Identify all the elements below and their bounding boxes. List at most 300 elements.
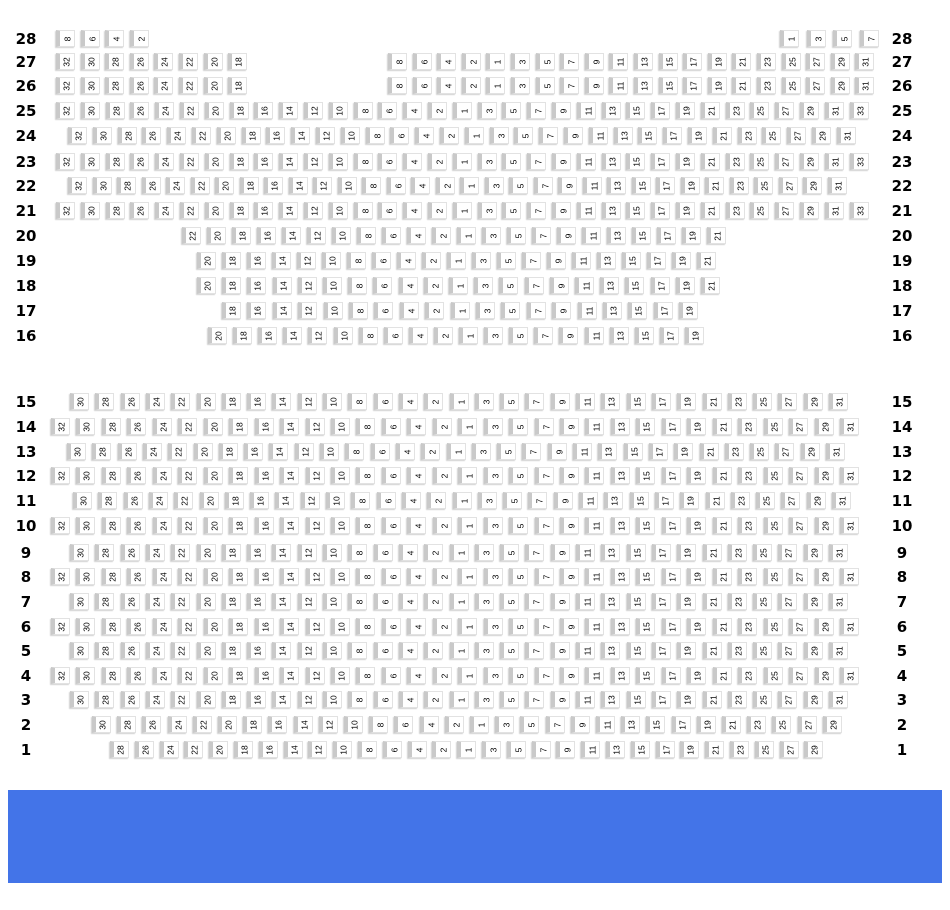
seat-row7-31[interactable] <box>829 593 848 610</box>
seat-row5-12[interactable] <box>298 642 317 659</box>
seat-row15-12[interactable] <box>298 393 317 410</box>
seat-row3-11[interactable] <box>576 691 595 708</box>
seat-row27-5[interactable] <box>536 53 555 70</box>
seat-row24-24[interactable] <box>167 127 186 144</box>
seat-row10-30[interactable] <box>76 517 95 534</box>
seat-row25-18[interactable] <box>230 102 249 119</box>
seat-row25-27[interactable] <box>775 102 794 119</box>
seat-row12-26[interactable] <box>127 467 146 484</box>
seat-row13-14[interactable] <box>269 443 288 460</box>
seat-row17-8[interactable] <box>349 302 368 319</box>
seat-row1-21[interactable] <box>705 741 724 758</box>
seat-row27-4[interactable] <box>437 53 456 70</box>
seat-row26-3[interactable] <box>511 77 530 94</box>
seat-row20-1[interactable] <box>457 227 476 244</box>
seat-row24-13[interactable] <box>614 127 633 144</box>
seat-row20-21[interactable] <box>707 227 726 244</box>
seat-row22-18[interactable] <box>240 177 259 194</box>
seat-row9-2[interactable] <box>424 544 443 561</box>
seat-row25-24[interactable] <box>155 102 174 119</box>
seat-row12-22[interactable] <box>178 467 197 484</box>
seat-row22-14[interactable] <box>289 177 308 194</box>
seat-row15-3[interactable] <box>475 393 494 410</box>
seat-row23-27[interactable] <box>775 153 794 170</box>
seat-row17-13[interactable] <box>603 302 622 319</box>
seat-row20-22[interactable] <box>182 227 201 244</box>
seat-row12-9[interactable] <box>560 467 579 484</box>
seat-row28-6[interactable] <box>81 30 100 47</box>
seat-row25-28[interactable] <box>106 102 125 119</box>
seat-row2-7[interactable] <box>546 716 565 733</box>
seat-row7-6[interactable] <box>374 593 393 610</box>
seat-row27-6[interactable] <box>413 53 432 70</box>
seat-row15-13[interactable] <box>601 393 620 410</box>
seat-row22-30[interactable] <box>93 177 112 194</box>
seat-row18-7[interactable] <box>525 277 544 294</box>
seat-row9-19[interactable] <box>677 544 696 561</box>
seat-row20-2[interactable] <box>432 227 451 244</box>
seat-row1-23[interactable] <box>730 741 749 758</box>
seat-row5-5[interactable] <box>500 642 519 659</box>
seat-row3-28[interactable] <box>95 691 114 708</box>
seat-row8-3[interactable] <box>484 568 503 585</box>
seat-row22-29[interactable] <box>803 177 822 194</box>
seat-row23-32[interactable] <box>56 153 75 170</box>
seat-row21-14[interactable] <box>279 202 298 219</box>
seat-row4-26[interactable] <box>127 667 146 684</box>
seat-row3-23[interactable] <box>728 691 747 708</box>
seat-row18-18[interactable] <box>222 277 241 294</box>
seat-row14-24[interactable] <box>153 418 172 435</box>
seat-row11-13[interactable] <box>604 492 623 509</box>
seat-row25-6[interactable] <box>378 102 397 119</box>
seat-row24-7[interactable] <box>539 127 558 144</box>
seat-row9-27[interactable] <box>778 544 797 561</box>
seat-row5-20[interactable] <box>197 642 216 659</box>
seat-row12-3[interactable] <box>484 467 503 484</box>
seat-row13-31[interactable] <box>826 443 845 460</box>
seat-row28-3[interactable] <box>807 30 826 47</box>
seat-row13-5[interactable] <box>497 443 516 460</box>
seat-row15-21[interactable] <box>703 393 722 410</box>
seat-row9-28[interactable] <box>95 544 114 561</box>
seat-row24-11[interactable] <box>589 127 608 144</box>
seat-row21-9[interactable] <box>552 202 571 219</box>
seat-row13-15[interactable] <box>624 443 643 460</box>
seat-row27-24[interactable] <box>154 53 173 70</box>
seat-row8-23[interactable] <box>738 568 757 585</box>
seat-row9-13[interactable] <box>601 544 620 561</box>
seat-row3-15[interactable] <box>627 691 646 708</box>
seat-row18-5[interactable] <box>499 277 518 294</box>
seat-row2-8[interactable] <box>369 716 388 733</box>
seat-row16-8[interactable] <box>359 327 378 344</box>
seat-row5-3[interactable] <box>475 642 494 659</box>
seat-row11-6[interactable] <box>377 492 396 509</box>
seat-row20-3[interactable] <box>482 227 501 244</box>
seat-row21-28[interactable] <box>106 202 125 219</box>
seat-row19-2[interactable] <box>422 252 441 269</box>
seat-row14-2[interactable] <box>433 418 452 435</box>
seat-row3-12[interactable] <box>298 691 317 708</box>
seat-row16-13[interactable] <box>610 327 629 344</box>
seat-row4-16[interactable] <box>255 667 274 684</box>
seat-row21-12[interactable] <box>304 202 323 219</box>
seat-row9-12[interactable] <box>298 544 317 561</box>
seat-row16-12[interactable] <box>308 327 327 344</box>
seat-row19-13[interactable] <box>597 252 616 269</box>
seat-row3-26[interactable] <box>121 691 140 708</box>
seat-row17-11[interactable] <box>578 302 597 319</box>
seat-row27-19[interactable] <box>708 53 727 70</box>
seat-row8-17[interactable] <box>662 568 681 585</box>
seat-row13-1[interactable] <box>447 443 466 460</box>
seat-row1-11[interactable] <box>581 741 600 758</box>
seat-row19-8[interactable] <box>347 252 366 269</box>
seat-row23-3[interactable] <box>478 153 497 170</box>
seat-row12-19[interactable] <box>687 467 706 484</box>
seat-row14-13[interactable] <box>611 418 630 435</box>
seat-row11-17[interactable] <box>655 492 674 509</box>
seat-row24-3[interactable] <box>490 127 509 144</box>
seat-row23-12[interactable] <box>304 153 323 170</box>
seat-row2-16[interactable] <box>268 716 287 733</box>
seat-row23-20[interactable] <box>205 153 224 170</box>
seat-row17-16[interactable] <box>247 302 266 319</box>
seat-row26-2[interactable] <box>462 77 481 94</box>
seat-row8-6[interactable] <box>382 568 401 585</box>
seat-row7-1[interactable] <box>450 593 469 610</box>
seat-row18-16[interactable] <box>247 277 266 294</box>
seat-row2-15[interactable] <box>646 716 665 733</box>
seat-row8-9[interactable] <box>560 568 579 585</box>
seat-row26-8[interactable] <box>388 77 407 94</box>
seat-row22-15[interactable] <box>632 177 651 194</box>
seat-row2-23[interactable] <box>747 716 766 733</box>
seat-row24-2[interactable] <box>440 127 459 144</box>
seat-row14-8[interactable] <box>356 418 375 435</box>
seat-row4-12[interactable] <box>306 667 325 684</box>
seat-row5-29[interactable] <box>804 642 823 659</box>
seat-row25-8[interactable] <box>354 102 373 119</box>
seat-row19-7[interactable] <box>522 252 541 269</box>
seat-row26-26[interactable] <box>130 77 149 94</box>
seat-row3-19[interactable] <box>677 691 696 708</box>
seat-row25-13[interactable] <box>602 102 621 119</box>
seat-row12-20[interactable] <box>204 467 223 484</box>
seat-row10-26[interactable] <box>127 517 146 534</box>
seat-row13-11[interactable] <box>573 443 592 460</box>
seat-row12-5[interactable] <box>509 467 528 484</box>
seat-row12-21[interactable] <box>713 467 732 484</box>
seat-row1-12[interactable] <box>308 741 327 758</box>
seat-row23-18[interactable] <box>230 153 249 170</box>
seat-row3-21[interactable] <box>703 691 722 708</box>
seat-row27-29[interactable] <box>831 53 850 70</box>
seat-row10-3[interactable] <box>484 517 503 534</box>
seat-row21-22[interactable] <box>180 202 199 219</box>
seat-row17-1[interactable] <box>451 302 470 319</box>
seat-row5-1[interactable] <box>450 642 469 659</box>
seat-row1-1[interactable] <box>457 741 476 758</box>
seat-row3-20[interactable] <box>197 691 216 708</box>
seat-row5-16[interactable] <box>247 642 266 659</box>
seat-row17-19[interactable] <box>679 302 698 319</box>
seat-row14-14[interactable] <box>280 418 299 435</box>
seat-row13-3[interactable] <box>472 443 491 460</box>
seat-row7-2[interactable] <box>424 593 443 610</box>
seat-row4-15[interactable] <box>636 667 655 684</box>
seat-row10-23[interactable] <box>738 517 757 534</box>
seat-row25-2[interactable] <box>428 102 447 119</box>
seat-row3-25[interactable] <box>753 691 772 708</box>
seat-row6-25[interactable] <box>764 618 783 635</box>
seat-row11-16[interactable] <box>250 492 269 509</box>
seat-row1-17[interactable] <box>656 741 675 758</box>
seat-row24-14[interactable] <box>291 127 310 144</box>
seat-row4-17[interactable] <box>662 667 681 684</box>
seat-row20-14[interactable] <box>282 227 301 244</box>
seat-row22-27[interactable] <box>779 177 798 194</box>
seat-row6-2[interactable] <box>433 618 452 635</box>
seat-row3-16[interactable] <box>247 691 266 708</box>
seat-row27-25[interactable] <box>782 53 801 70</box>
seat-row6-15[interactable] <box>636 618 655 635</box>
seat-row19-11[interactable] <box>572 252 591 269</box>
seat-row9-25[interactable] <box>753 544 772 561</box>
seat-row17-3[interactable] <box>476 302 495 319</box>
seat-row24-8[interactable] <box>366 127 385 144</box>
seat-row8-4[interactable] <box>407 568 426 585</box>
seat-row7-12[interactable] <box>298 593 317 610</box>
seat-row15-31[interactable] <box>829 393 848 410</box>
seat-row7-4[interactable] <box>399 593 418 610</box>
seat-row6-1[interactable] <box>458 618 477 635</box>
seat-row20-10[interactable] <box>332 227 351 244</box>
seat-row13-2[interactable] <box>421 443 440 460</box>
seat-row22-5[interactable] <box>509 177 528 194</box>
seat-row21-18[interactable] <box>230 202 249 219</box>
seat-row13-21[interactable] <box>700 443 719 460</box>
seat-row28-8[interactable] <box>56 30 75 47</box>
seat-row26-31[interactable] <box>855 77 874 94</box>
seat-row20-11[interactable] <box>582 227 601 244</box>
seat-row10-10[interactable] <box>331 517 350 534</box>
seat-row3-22[interactable] <box>171 691 190 708</box>
seat-row11-28[interactable] <box>98 492 117 509</box>
seat-row10-32[interactable] <box>51 517 70 534</box>
seat-row1-25[interactable] <box>755 741 774 758</box>
seat-row24-19[interactable] <box>688 127 707 144</box>
seat-row27-17[interactable] <box>683 53 702 70</box>
seat-row6-23[interactable] <box>738 618 757 635</box>
seat-row26-11[interactable] <box>609 77 628 94</box>
seat-row24-30[interactable] <box>93 127 112 144</box>
seat-row11-22[interactable] <box>174 492 193 509</box>
seat-row7-20[interactable] <box>197 593 216 610</box>
seat-row24-15[interactable] <box>638 127 657 144</box>
seat-row9-26[interactable] <box>121 544 140 561</box>
seat-row20-12[interactable] <box>307 227 326 244</box>
seat-row15-26[interactable] <box>121 393 140 410</box>
seat-row4-9[interactable] <box>560 667 579 684</box>
seat-row1-2[interactable] <box>432 741 451 758</box>
seat-row23-29[interactable] <box>800 153 819 170</box>
seat-row21-23[interactable] <box>726 202 745 219</box>
seat-row3-31[interactable] <box>829 691 848 708</box>
seat-row11-14[interactable] <box>275 492 294 509</box>
seat-row16-9[interactable] <box>559 327 578 344</box>
seat-row1-9[interactable] <box>556 741 575 758</box>
seat-row7-10[interactable] <box>323 593 342 610</box>
seat-row12-23[interactable] <box>738 467 757 484</box>
seat-row8-30[interactable] <box>76 568 95 585</box>
seat-row7-24[interactable] <box>146 593 165 610</box>
seat-row10-12[interactable] <box>306 517 325 534</box>
seat-row26-28[interactable] <box>105 77 124 94</box>
seat-row8-25[interactable] <box>764 568 783 585</box>
seat-row18-6[interactable] <box>373 277 392 294</box>
seat-row22-7[interactable] <box>534 177 553 194</box>
seat-row16-17[interactable] <box>660 327 679 344</box>
seat-row5-9[interactable] <box>551 642 570 659</box>
seat-row18-3[interactable] <box>474 277 493 294</box>
seat-row16-16[interactable] <box>258 327 277 344</box>
seat-row24-22[interactable] <box>192 127 211 144</box>
seat-row25-15[interactable] <box>626 102 645 119</box>
seat-row13-16[interactable] <box>244 443 263 460</box>
seat-row15-18[interactable] <box>222 393 241 410</box>
seat-row4-2[interactable] <box>433 667 452 684</box>
seat-row27-21[interactable] <box>732 53 751 70</box>
seat-row7-13[interactable] <box>601 593 620 610</box>
seat-row9-20[interactable] <box>197 544 216 561</box>
seat-row9-15[interactable] <box>627 544 646 561</box>
seat-row19-5[interactable] <box>497 252 516 269</box>
seat-row25-23[interactable] <box>726 102 745 119</box>
seat-row11-27[interactable] <box>781 492 800 509</box>
seat-row15-28[interactable] <box>95 393 114 410</box>
seat-row15-16[interactable] <box>247 393 266 410</box>
seat-row16-11[interactable] <box>585 327 604 344</box>
seat-row4-6[interactable] <box>382 667 401 684</box>
seat-row14-7[interactable] <box>535 418 554 435</box>
seat-row18-20[interactable] <box>197 277 216 294</box>
seat-row9-17[interactable] <box>652 544 671 561</box>
seat-row20-18[interactable] <box>232 227 251 244</box>
seat-row6-26[interactable] <box>127 618 146 635</box>
seat-row25-10[interactable] <box>329 102 348 119</box>
seat-row27-18[interactable] <box>228 53 247 70</box>
seat-row2-22[interactable] <box>193 716 212 733</box>
seat-row12-13[interactable] <box>611 467 630 484</box>
seat-row23-11[interactable] <box>577 153 596 170</box>
seat-row21-1[interactable] <box>453 202 472 219</box>
seat-row7-25[interactable] <box>753 593 772 610</box>
seat-row2-14[interactable] <box>294 716 313 733</box>
seat-row9-4[interactable] <box>399 544 418 561</box>
seat-row9-16[interactable] <box>247 544 266 561</box>
seat-row7-21[interactable] <box>703 593 722 610</box>
seat-row21-16[interactable] <box>254 202 273 219</box>
seat-row16-20[interactable] <box>208 327 227 344</box>
seat-row2-19[interactable] <box>697 716 716 733</box>
seat-row23-14[interactable] <box>279 153 298 170</box>
seat-row11-4[interactable] <box>402 492 421 509</box>
seat-row10-1[interactable] <box>458 517 477 534</box>
seat-row10-7[interactable] <box>535 517 554 534</box>
seat-row6-4[interactable] <box>407 618 426 635</box>
seat-row11-24[interactable] <box>149 492 168 509</box>
seat-row23-15[interactable] <box>626 153 645 170</box>
seat-row15-11[interactable] <box>576 393 595 410</box>
seat-row8-18[interactable] <box>229 568 248 585</box>
seat-row18-12[interactable] <box>298 277 317 294</box>
seat-row4-13[interactable] <box>611 667 630 684</box>
seat-row27-23[interactable] <box>757 53 776 70</box>
seat-row26-21[interactable] <box>732 77 751 94</box>
seat-row13-29[interactable] <box>801 443 820 460</box>
seat-row14-32[interactable] <box>51 418 70 435</box>
seat-row26-1[interactable] <box>486 77 505 94</box>
seat-row24-25[interactable] <box>762 127 781 144</box>
seat-row25-25[interactable] <box>750 102 769 119</box>
seat-row5-25[interactable] <box>753 642 772 659</box>
seat-row7-19[interactable] <box>677 593 696 610</box>
seat-row5-30[interactable] <box>70 642 89 659</box>
seat-row21-31[interactable] <box>825 202 844 219</box>
seat-row13-30[interactable] <box>67 443 86 460</box>
seat-row4-20[interactable] <box>204 667 223 684</box>
seat-row7-7[interactable] <box>525 593 544 610</box>
seat-row13-10[interactable] <box>320 443 339 460</box>
seat-row2-18[interactable] <box>243 716 262 733</box>
seat-row11-29[interactable] <box>807 492 826 509</box>
seat-row16-1[interactable] <box>459 327 478 344</box>
seat-row15-7[interactable] <box>525 393 544 410</box>
seat-row6-27[interactable] <box>789 618 808 635</box>
seat-row2-17[interactable] <box>672 716 691 733</box>
seat-row25-11[interactable] <box>577 102 596 119</box>
seat-row15-19[interactable] <box>677 393 696 410</box>
seat-row23-16[interactable] <box>254 153 273 170</box>
seat-row15-23[interactable] <box>728 393 747 410</box>
seat-row23-23[interactable] <box>726 153 745 170</box>
seat-row21-2[interactable] <box>428 202 447 219</box>
seat-row7-26[interactable] <box>121 593 140 610</box>
seat-row12-8[interactable] <box>356 467 375 484</box>
seat-row13-12[interactable] <box>295 443 314 460</box>
seat-row27-8[interactable] <box>388 53 407 70</box>
seat-row23-17[interactable] <box>651 153 670 170</box>
seat-row4-28[interactable] <box>102 667 121 684</box>
seat-row19-18[interactable] <box>222 252 241 269</box>
seat-row2-26[interactable] <box>142 716 161 733</box>
seat-row26-4[interactable] <box>437 77 456 94</box>
seat-row25-12[interactable] <box>304 102 323 119</box>
seat-row23-21[interactable] <box>701 153 720 170</box>
seat-row28-2[interactable] <box>130 30 149 47</box>
seat-row17-12[interactable] <box>298 302 317 319</box>
seat-row10-8[interactable] <box>356 517 375 534</box>
seat-row24-31[interactable] <box>837 127 856 144</box>
seat-row10-31[interactable] <box>840 517 859 534</box>
seat-row18-1[interactable] <box>449 277 468 294</box>
seat-row20-13[interactable] <box>607 227 626 244</box>
seat-row2-20[interactable] <box>218 716 237 733</box>
seat-row21-6[interactable] <box>378 202 397 219</box>
seat-row27-7[interactable] <box>560 53 579 70</box>
